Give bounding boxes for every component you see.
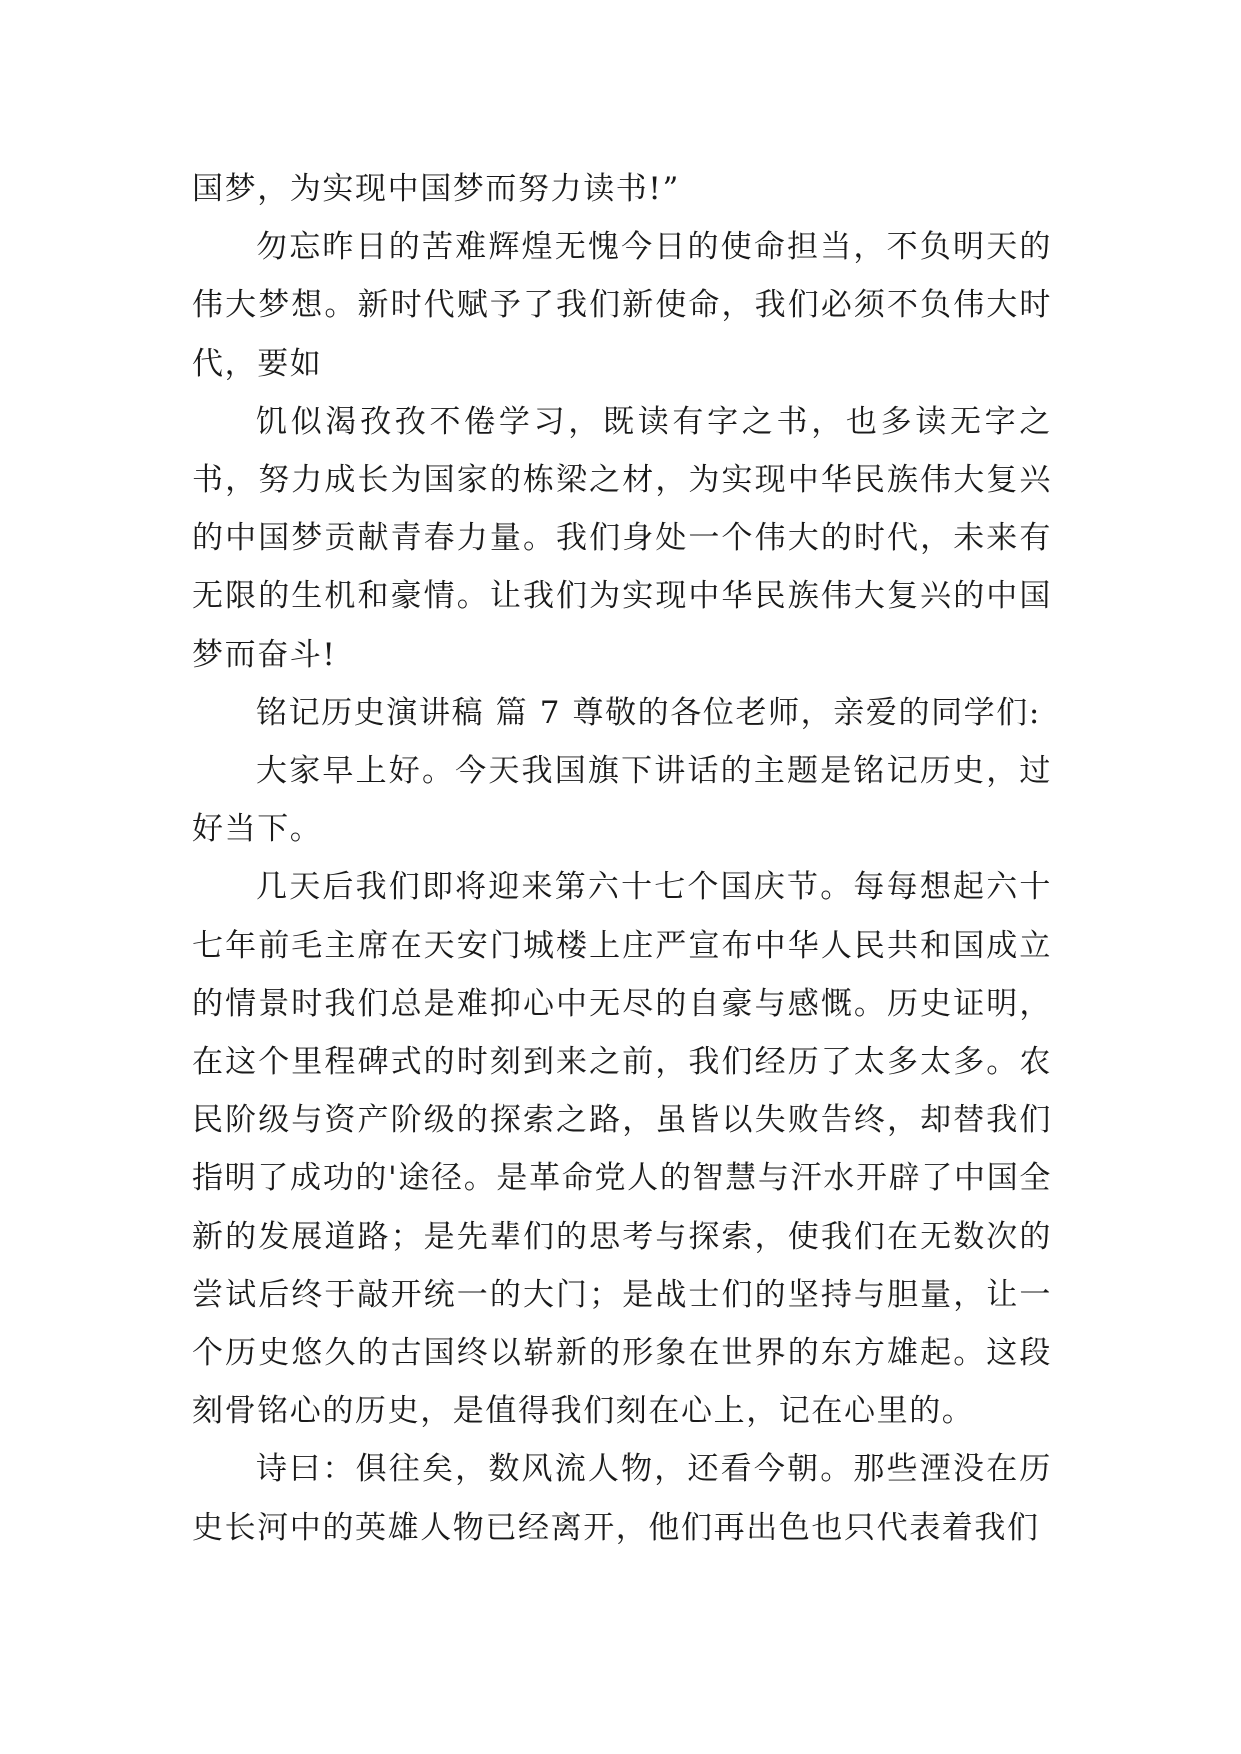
paragraph-1: 国梦，为实现中国梦而努力读书!” bbox=[192, 171, 680, 207]
paragraph-6: 几天后我们即将迎来第六十七个国庆节。每每想起六十七年前毛主席在天安门城楼上庄严宣布中华人民共和国成立的情景时我们总是难抑心中无尽的自豪与感慨。历史证明，在这个里程碑式的时刻到来之前，我们经历了太多太多。农民阶级与资产阶级的探索之路，虽皆以失败告终，却替我们指明了成功的'途径。是革命党人的智慧与汗水开辟了中国全新的发展道路；是先辈们的思考与探索，使我们在无数次的尝试后终于敲开统一的大门；是战士们的坚持与胆量，让一个历史悠久的古国终以崭新的形象在世界的东方雄起。这段刻骨铭心的历史，是值得我们刻在心上，记在心里的。 bbox=[192, 869, 1052, 1430]
paragraph-5: 大家早上好。今天我国旗下讲话的主题是铭记历史，过好当下。 bbox=[192, 753, 1052, 848]
paragraph-4-section-heading: 铭记历史演讲稿 篇 7 尊敬的各位老师，亲爱的同学们: bbox=[256, 694, 1041, 731]
paragraph-7: 诗曰：俱往矣，数风流人物，还看今朝。那些湮没在历史长河中的英雄人物已经离开，他们再出色也只代表着我们 bbox=[192, 1451, 1052, 1546]
document-body bbox=[192, 160, 1052, 1557]
paragraph-3: 饥似渴孜孜不倦学习，既读有字之书，也多读无字之书，努力成长为国家的栋梁之材，为实现中华民族伟大复兴的中国梦贡献青春力量。我们身处一个伟大的时代，未来有无限的生机和豪情。让我们为实现中华民族伟大复兴的中国梦而奋斗! bbox=[192, 403, 1052, 673]
paragraph-2: 勿忘昨日的苦难辉煌无愧今日的使命担当，不负明天的伟大梦想。新时代赋予了我们新使命，我们必须不负伟大时代，要如 bbox=[192, 229, 1052, 382]
